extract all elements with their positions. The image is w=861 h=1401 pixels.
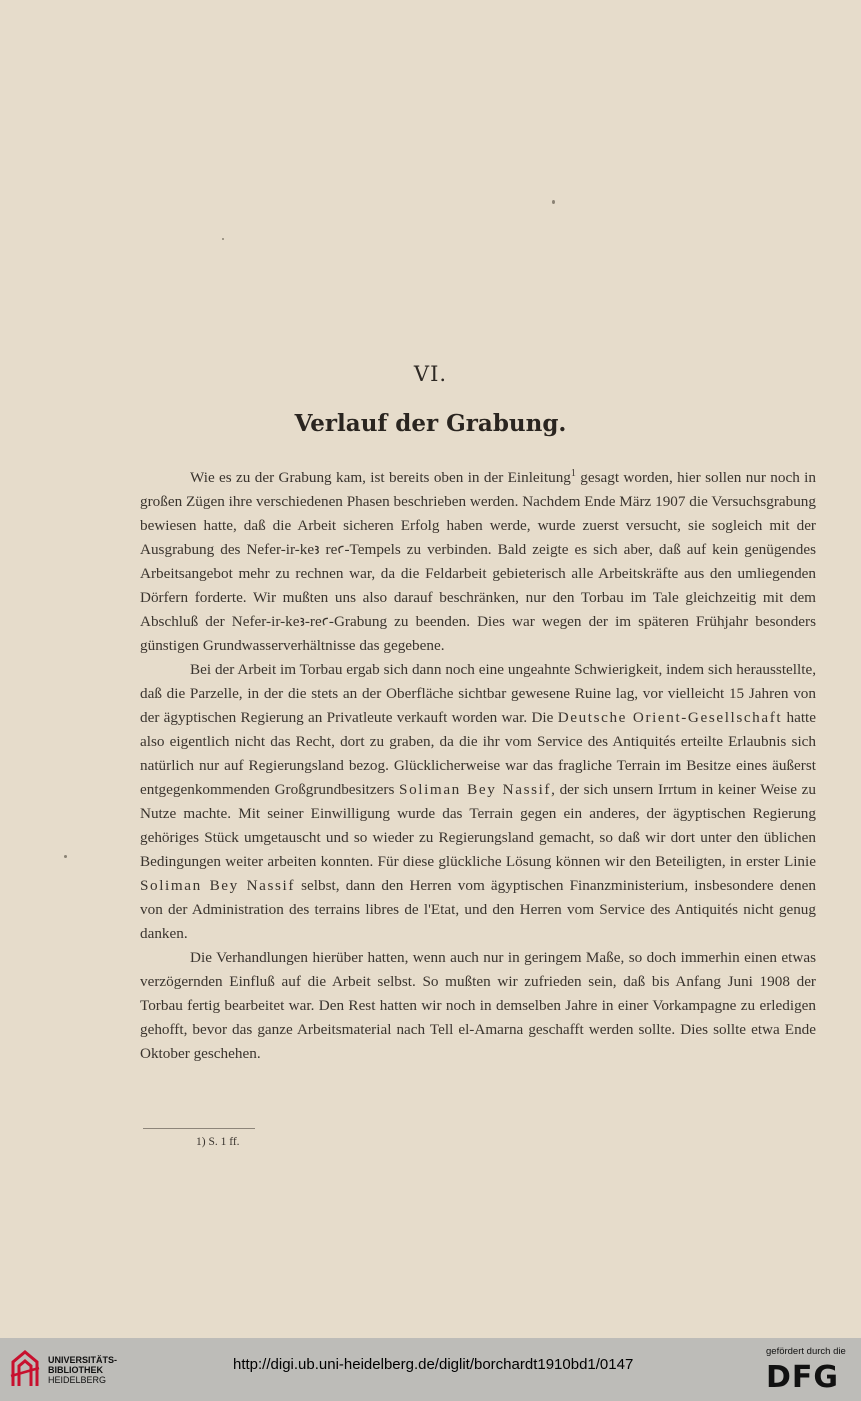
text-run: Wie es zu der Grabung kam, ist bereits oben in der Einleitung [190, 469, 571, 487]
funding-caption: gefördert durch die [766, 1346, 846, 1357]
paper-speck [64, 855, 67, 858]
spaced-name: Soliman Bey Nassif [399, 781, 552, 799]
footnote: 1) S. 1 ff. [196, 1136, 240, 1148]
text-run: , der sich unsern Irrtum in keiner Weise zu Nutze machte. Mit seiner Einwilligung wurde das Terrain gegen ein anderes, der ägyptischen Regierung gehöriges Stück umgetauscht und so wieder zu Regierungsland gemacht, so daß wir dort unter den üblichen Bedingungen weiter arbeiten konnten. Für diese glückliche Lösung können wir den Beteiligten, in erster Linie [140, 781, 816, 871]
footnote-rule [143, 1128, 255, 1129]
library-name-line1: UNIVERSITÄTS- [48, 1355, 118, 1365]
body-paragraph [140, 658, 816, 946]
spaced-name: Soliman Bey Nassif [140, 877, 295, 895]
dfg-logo: DFG [766, 1360, 840, 1395]
library-name-line2: BIBLIOTHEK [48, 1365, 103, 1375]
spaced-name: Deutsche Orient-Gesellschaft [557, 709, 783, 727]
library-name-line3: HEIDELBERG [48, 1375, 107, 1385]
text-run: selbst, dann den Herren vom ägyptischen Finanzministerium, insbesondere denen von der Administration des terrains libres de l'Etat, und den Herren vom Service des Antiquités nicht genug danken. [140, 877, 816, 943]
chapter-number: VI. [413, 362, 448, 386]
text-run: hatte also eigentlich nicht das Recht, dort zu graben, da die ihr vom Service des Antiquités erteilte Erlaubnis sich natürlich nur auf Regierungsland bezog. Glücklicherweise war das fragliche Terrain im Besitze eines äußerst entgegenkommenden Großgrundbesitzers [140, 709, 817, 799]
chapter-title: Verlauf der Grabung. [294, 410, 567, 437]
footnote-marker: 1 [570, 468, 576, 479]
library-name [48, 1355, 117, 1385]
text-run: gesagt worden, hier sollen nur noch in großen Zügen ihre verschiedenen Phasen beschrieben werden. Nachdem Ende März 1907 die Versuchsgrabung bewiesen hatte, daß die Arbeit sicheren Erfolg haben werde, wurde zuerst versucht, sie sogleich mit der Ausgrabung des Nefer-ir-keꜣ reꜥ-Tempels zu verbinden. Bald zeigte es sich aber, daß auf kein genügendes Arbeitsangebot mehr zu rechnen war, da die Feldarbeit gebieterisch alle Arbeitskräfte aus den umliegenden Dörfern forderte. Wir mußten uns also darauf beschränken, nur den Torbau im Tale gleichzeitig mit dem Abschluß der Nefer-ir-keꜣ-reꜥ-Grabung zu beenden. Dies war wegen der im späteren Frühjahr besonders günstigen Grundwasserverhältnisse das gegebene. [140, 469, 816, 655]
viewer-footer [0, 1338, 861, 1401]
permalink-url[interactable]: http://digi.ub.uni-heidelberg.de/diglit/borchardt1910bd1/0147 [233, 1356, 634, 1373]
text-run: Bei der Arbeit im Torbau ergab sich dann noch eine ungeahnte Schwierigkeit, indem sich herausstellte, daß die Parzelle, in der die stets an der Oberfläche sichtbar gewesene Ruine lag, vor vielleicht 15 Jahren von der ägyptischen Regierung an Privatleute verkauft worden war. Die [140, 661, 816, 727]
paper-speck [552, 200, 555, 204]
body-paragraph [140, 946, 816, 1066]
text-run: Die Verhandlungen hierüber hatten, wenn auch nur in geringem Maße, so doch immerhin einen etwas verzögernden Einfluß auf die Arbeit selbst. So mußten wir zufrieden sein, daß bis Anfang Juni 1908 der Torbau fertig bearbeitet war. Den Rest hatten wir noch in demselben Jahre in einer Vorkampagne zu erledigen gehofft, bevor das ganze Arbeitsmaterial nach Tell el-Amarna geschafft werden sollte. Dies sollte etwa Ende Oktober geschehen. [140, 949, 816, 1063]
body-text [140, 462, 816, 1066]
university-library-logo-icon [9, 1348, 41, 1390]
body-paragraph [140, 462, 816, 658]
paper-speck [222, 238, 224, 240]
